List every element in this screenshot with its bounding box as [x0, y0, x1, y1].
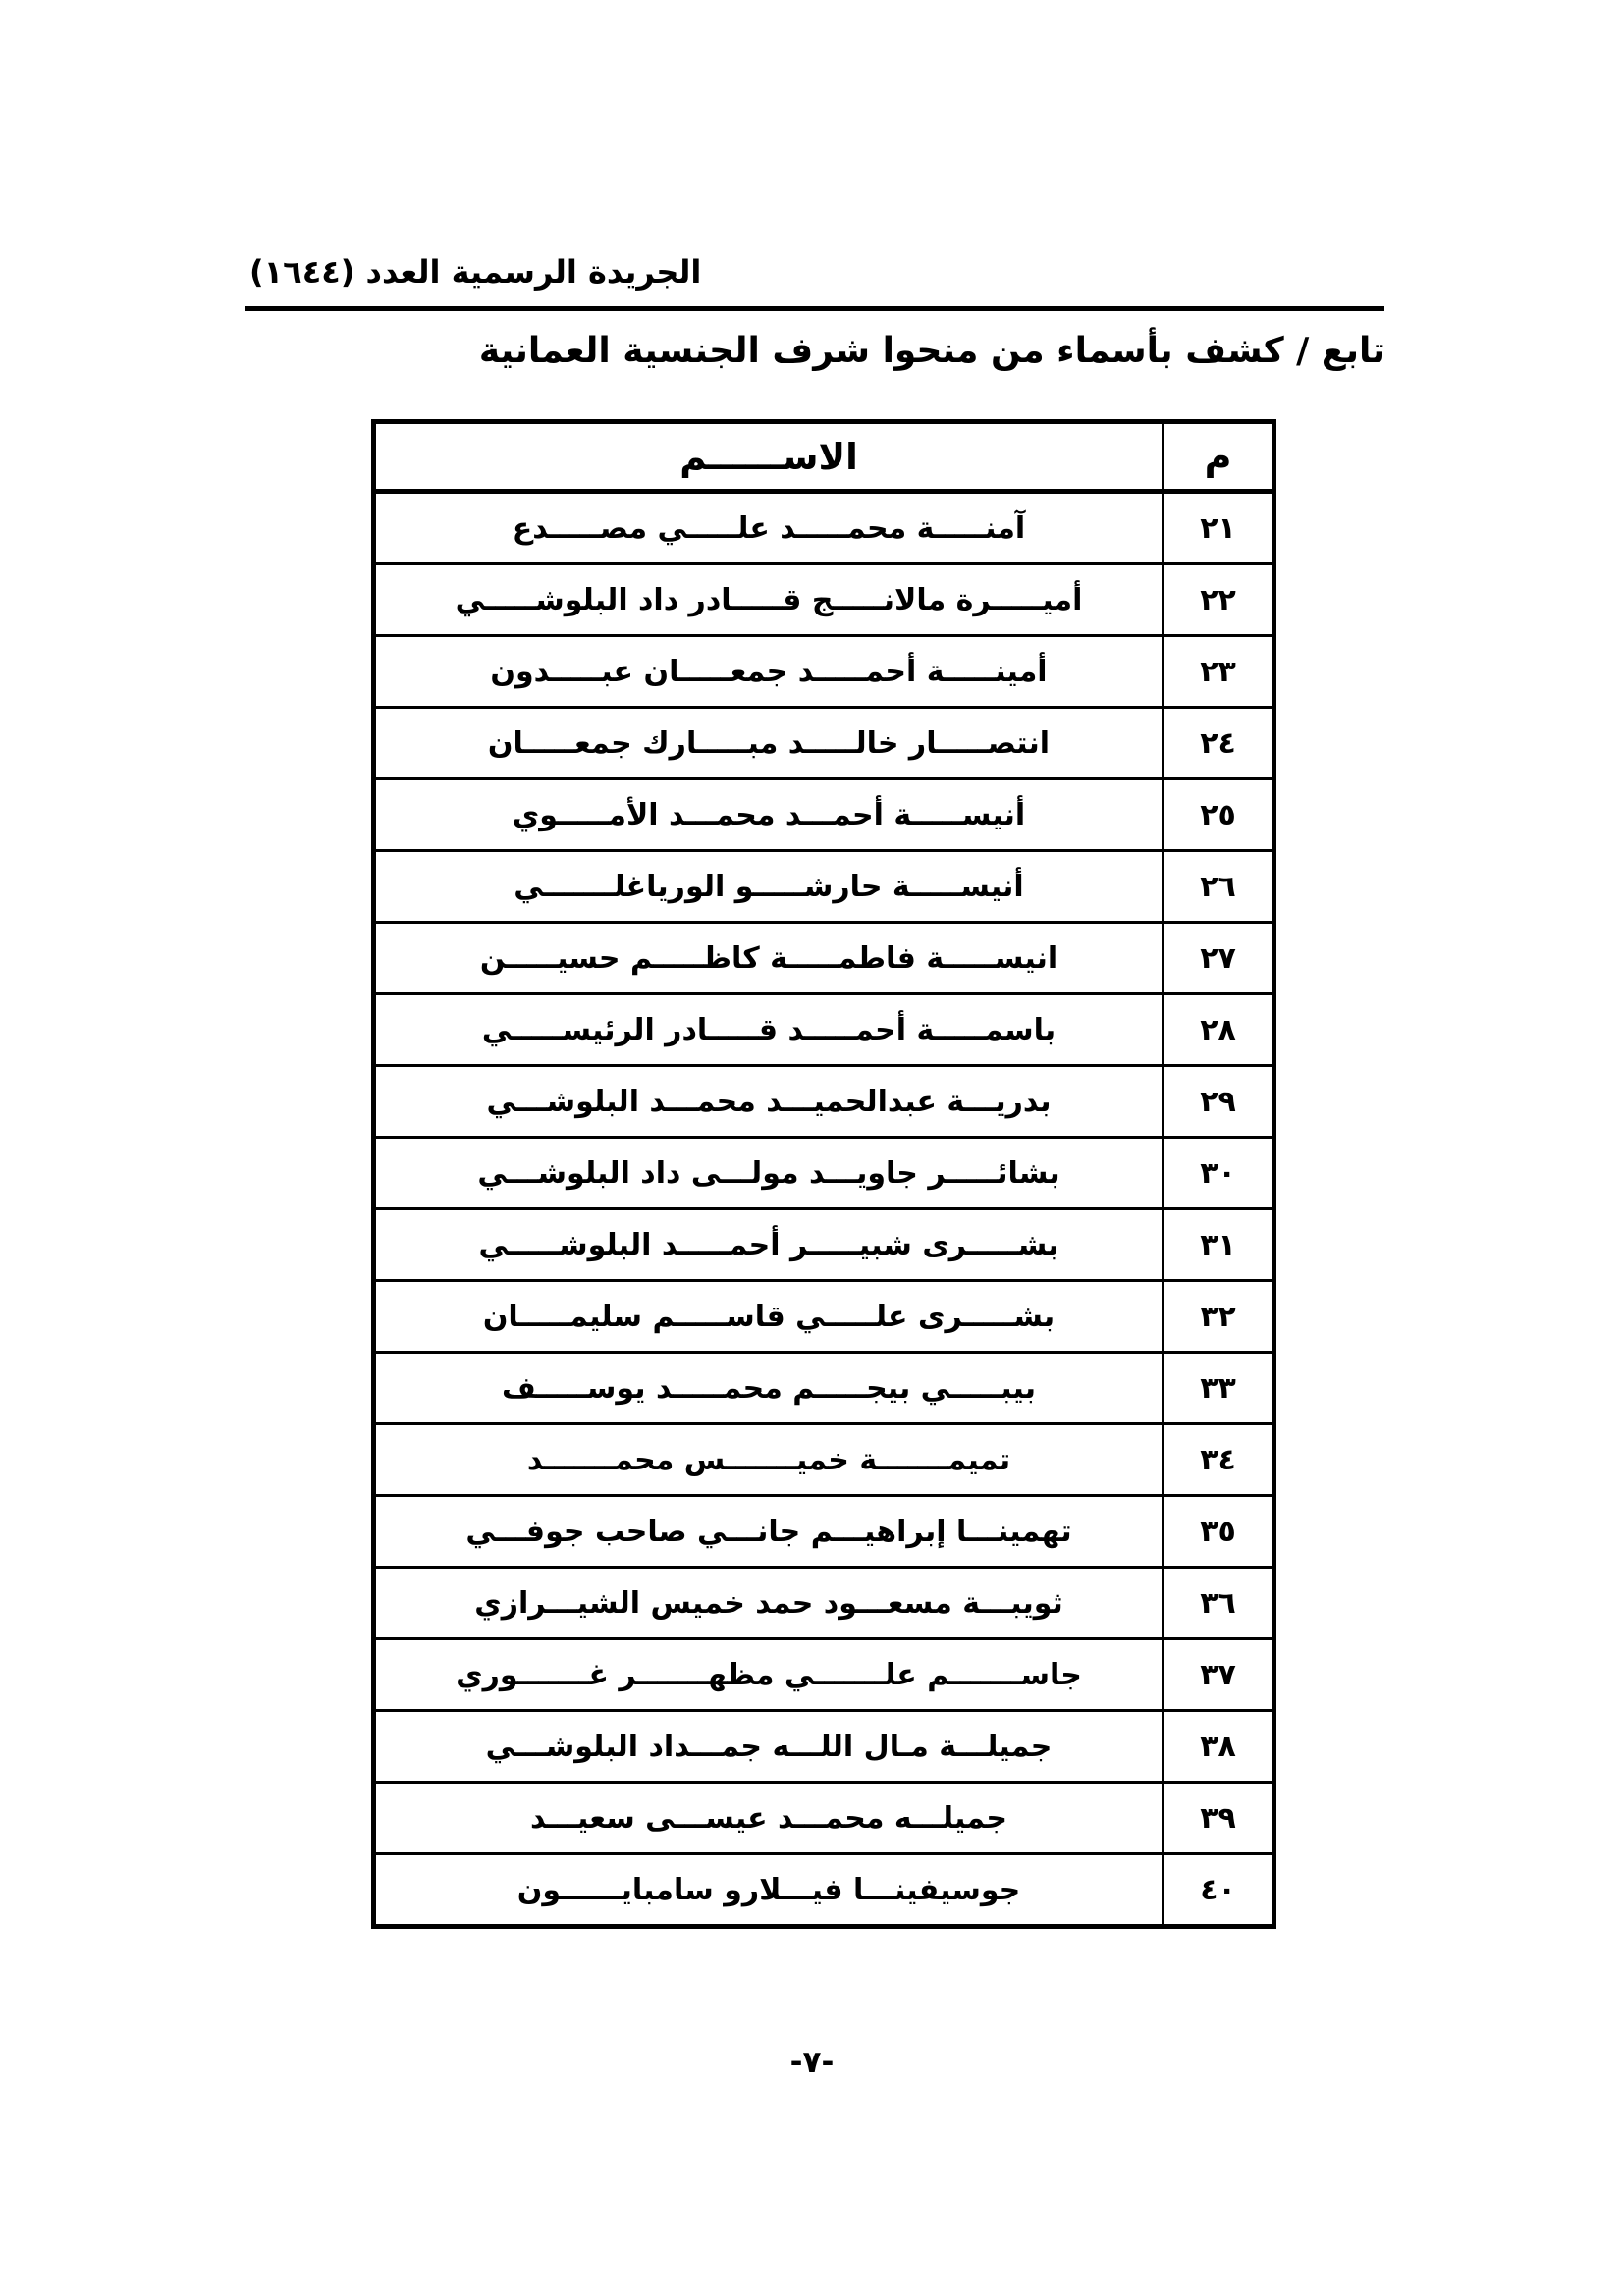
row-name: جميلـــه محمـــد عيســـى سعيـــد	[529, 1800, 1008, 1836]
row-number: ٢٣	[1162, 637, 1272, 706]
table-row	[376, 992, 1272, 1064]
row-name: أميـــــرة مالانـــــج قـــــادر داد البلوشـــــي	[455, 582, 1083, 617]
table-header-row	[376, 424, 1272, 494]
row-number: ٢٦	[1162, 852, 1272, 921]
row-number: ٢٥	[1162, 780, 1272, 849]
row-number: ٣٩	[1162, 1784, 1272, 1852]
row-name: بشائـــــر جاويـــد مولـــى داد البلوشـــي	[477, 1155, 1060, 1191]
row-number: ٣٢	[1162, 1282, 1272, 1351]
row-name: أنيســـــة حارشـــــو الورياغلـــــــي	[514, 869, 1024, 904]
row-number: ٢١	[1162, 494, 1272, 562]
table-row	[376, 849, 1272, 921]
row-name: انيســـــة فاطمـــــة كاظـــــم حسيـــــن	[479, 940, 1058, 976]
table-row	[376, 1566, 1272, 1637]
row-name: باسمـــــة أحمـــــد قـــــادر الرئيســـــي	[481, 1012, 1056, 1047]
row-number: ٢٢	[1162, 565, 1272, 634]
row-number: ٢٧	[1162, 924, 1272, 992]
row-number: ٣٨	[1162, 1712, 1272, 1781]
row-name: انتصـــــار خالـــــد مبـــــارك جمعـــــان	[487, 725, 1051, 761]
column-header-name: الاســــــم	[679, 435, 858, 478]
row-name: تهمينـــا إبراهيـــم جانـــي صاحب جوفـــي	[465, 1514, 1072, 1549]
row-number: ٣٦	[1162, 1569, 1272, 1637]
header-rule	[245, 306, 1384, 311]
row-number: ٣٠	[1162, 1139, 1272, 1207]
row-number: ٢٨	[1162, 995, 1272, 1064]
table-row	[376, 634, 1272, 706]
row-name: جاســـــــم علـــــــي مظهـــــــر غـــــــوري	[456, 1657, 1082, 1692]
row-number: ٣١	[1162, 1210, 1272, 1279]
row-name: جوسيفينـــا فيـــلارو سامبايــــــون	[516, 1872, 1021, 1907]
row-number: ٢٩	[1162, 1067, 1272, 1136]
names-table	[371, 419, 1276, 1929]
table-row	[376, 1136, 1272, 1207]
table-row	[376, 777, 1272, 849]
gazette-header: الجريدة الرسمية العدد (١٦٤٤)	[249, 253, 702, 291]
table-row	[376, 1781, 1272, 1852]
row-name: جميلـــة مـال اللـــه جمـــداد البلوشـــي	[485, 1729, 1053, 1764]
row-number: ٣٤	[1162, 1425, 1272, 1494]
row-name: آمنـــــة محمـــــد علـــــي مصـــــدع	[512, 510, 1026, 546]
table-row	[376, 1351, 1272, 1422]
table-row	[376, 1709, 1272, 1781]
table-row	[376, 1207, 1272, 1279]
row-name: تميمـــــــة خميـــــــس محمـــــــد	[526, 1442, 1011, 1477]
row-number: ٣٥	[1162, 1497, 1272, 1566]
row-number: ٢٤	[1162, 709, 1272, 777]
table-row	[376, 1494, 1272, 1566]
table-row	[376, 494, 1272, 562]
row-name: أنيســـــة أحمـــد محمـــد الأمـــــوي	[512, 797, 1026, 832]
row-number: ٣٣	[1162, 1354, 1272, 1422]
table-row	[376, 1279, 1272, 1351]
row-name: أمينـــــة أحمـــــد جمعـــــان عبـــــدون	[490, 654, 1048, 689]
row-name: ثويبـــة مسعـــود حمد خميس الشيـــرازي	[474, 1585, 1063, 1621]
row-name: بشـــــرى شبيـــــر أحمـــــد البلوشـــــي	[478, 1227, 1059, 1262]
table-row	[376, 1637, 1272, 1709]
row-number: ٣٧	[1162, 1640, 1272, 1709]
page-number: -٧-	[789, 2045, 835, 2080]
row-number: ٤٠	[1162, 1855, 1272, 1924]
row-name: بدريـــة عبدالحميـــد محمـــد البلوشـــي	[486, 1084, 1052, 1119]
table-row	[376, 1852, 1272, 1924]
table-row	[376, 1422, 1272, 1494]
column-header-number: م	[1162, 424, 1272, 489]
page-title: تابع / كشف بأسماء من منحوا شرف الجنسية العمانية	[478, 331, 1385, 371]
table-row	[376, 1064, 1272, 1136]
names-table-body	[376, 494, 1272, 1924]
table-row	[376, 706, 1272, 777]
table-row	[376, 562, 1272, 634]
row-name: بشـــــرى علـــــي قاســـــم سليمـــــان	[482, 1299, 1056, 1334]
table-row	[376, 921, 1272, 992]
row-name: بيبـــــي بيجـــــم محمـــــد يوســـــف	[501, 1370, 1037, 1406]
